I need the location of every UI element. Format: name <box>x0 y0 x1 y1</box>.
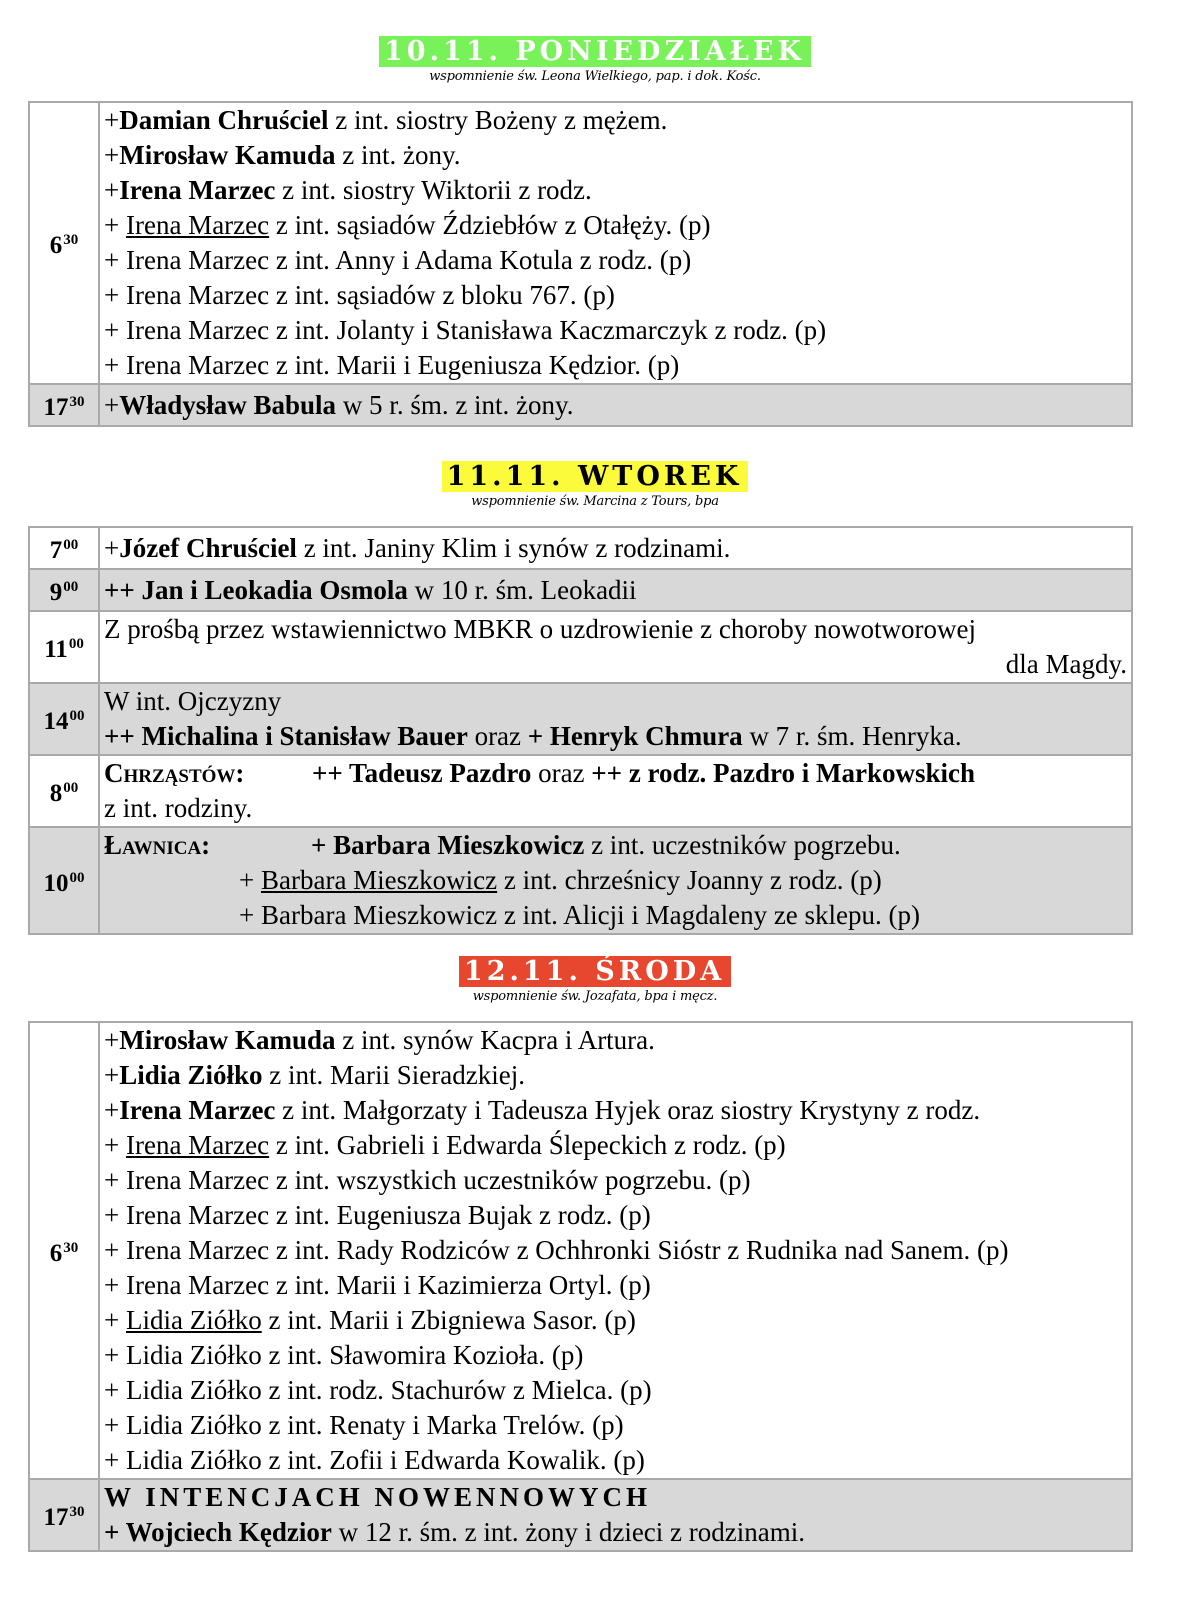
intention-text: w 5 r. śm. z int. żony. <box>336 389 574 420</box>
deceased-marker: + <box>104 1340 126 1370</box>
deceased-marker: + <box>104 210 126 240</box>
intention-text: z int. siostry Wiktorii z rodz. <box>275 175 592 205</box>
day-subtitle: wspomnienie św. Leona Wielkiego, pap. i dok. Kośc. <box>429 69 761 84</box>
intention-line <box>104 1373 1127 1408</box>
mass-time-hour: 14 <box>43 708 69 735</box>
intention-text: oraz <box>531 758 592 788</box>
intention-line <box>104 531 1127 566</box>
mass-row <box>29 527 1132 569</box>
intention-line <box>104 1515 1127 1550</box>
intention-line <box>104 1268 1127 1303</box>
deceased-marker: + <box>311 830 334 860</box>
deceased-marker: + <box>104 350 126 380</box>
deceased-marker: + <box>104 1517 126 1547</box>
place-label: Ławnica: <box>104 830 211 860</box>
intention-line <box>104 103 1127 138</box>
day-header <box>0 36 1190 85</box>
intention-text: z int. Janiny Klim i synów z rodzinami. <box>296 532 731 563</box>
intention-text: W int. Ojczyzny <box>104 686 282 716</box>
intention-text: Lidia Ziółko z int. Sławomira Kozioła. (p) <box>125 1340 584 1370</box>
schedule-table <box>28 526 1133 935</box>
intention-line <box>104 684 1127 719</box>
intention-line <box>104 1338 1127 1373</box>
intention-text: z int. synów Kacpra i Artura. <box>335 1025 655 1055</box>
mass-time-hour: 9 <box>49 579 63 606</box>
intention-line <box>104 828 1127 863</box>
mass-row <box>29 755 1132 827</box>
intention-text: z int. siostry Bożeny z mężem. <box>328 105 668 135</box>
day-title: 12.11. ŚRODA <box>459 956 731 987</box>
mass-time <box>29 527 99 569</box>
intention-text: w 10 r. śm. Leokadii <box>407 574 637 605</box>
intention-text: z int. uczestników pogrzebu. <box>584 830 901 860</box>
intention-name: Mirosław Kamuda <box>119 140 336 170</box>
intention-line <box>104 1093 1127 1128</box>
mass-time <box>29 611 99 683</box>
mass-row <box>29 1479 1132 1551</box>
mass-time-hour: 7 <box>49 537 63 564</box>
intention-name: Irena Marzec <box>125 1130 270 1160</box>
deceased-marker: + <box>239 900 261 930</box>
intention-name: Jan i Leokadia Osmola <box>141 574 408 605</box>
intention-text: Lidia Ziółko z int. Renaty i Marka Trelów. (p) <box>125 1410 624 1440</box>
intention-line <box>104 863 1127 898</box>
mass-time-hour: 17 <box>43 1504 69 1531</box>
intention-line <box>104 1163 1127 1198</box>
schedule-table <box>28 101 1133 427</box>
deceased-marker: + <box>104 245 126 275</box>
deceased-marker: + <box>239 865 261 895</box>
mass-time <box>29 1479 99 1551</box>
deceased-marker: + <box>527 721 550 751</box>
intention-name: Lidia Ziółko <box>119 1060 263 1090</box>
mass-time <box>29 755 99 827</box>
deceased-marker: ++ <box>591 758 629 788</box>
intention-name: Irena Marzec <box>119 175 276 205</box>
mass-intentions <box>99 611 1132 683</box>
intention-line <box>104 573 1127 608</box>
deceased-marker: + <box>104 280 126 310</box>
intention-line <box>104 1023 1127 1058</box>
intention-line <box>104 647 1127 682</box>
intention-line <box>104 1443 1127 1478</box>
intention-text: Irena Marzec z int. wszystkich uczestników pogrzebu. (p) <box>125 1165 751 1195</box>
intention-name: Władysław Babula <box>119 389 337 420</box>
intention-text: Z prośbą przez wstawiennictwo MBKR o uzdrowienie z choroby nowotworowej <box>104 614 977 644</box>
deceased-marker: + <box>104 1375 126 1405</box>
mass-time-hour: 17 <box>43 394 69 421</box>
mass-row <box>29 1022 1132 1479</box>
deceased-marker: + <box>104 1200 126 1230</box>
intention-line <box>104 1233 1127 1268</box>
mass-time-hour: 6 <box>49 1239 63 1267</box>
mass-time <box>29 102 99 384</box>
intention-text: z int. żony. <box>335 140 461 170</box>
day-title: 10.11. PONIEDZIAŁEK <box>379 36 811 67</box>
mass-time-hour: 8 <box>49 780 63 807</box>
intention-text: z int. Marii Sieradzkiej. <box>262 1060 525 1090</box>
deceased-marker: + <box>104 1130 126 1160</box>
intention-line <box>104 173 1127 208</box>
day-title: 11.11. WTOREK <box>442 461 749 492</box>
intention-line <box>104 278 1127 313</box>
schedule-table <box>28 1021 1133 1552</box>
intention-text: z int. sąsiadów Ździebłów z Otałęży. (p) <box>269 210 711 240</box>
deceased-marker: + <box>104 1025 120 1055</box>
mass-row <box>29 611 1132 683</box>
deceased-marker: + <box>104 140 120 170</box>
mass-row <box>29 683 1132 755</box>
intention-text: Irena Marzec z int. Eugeniusza Bujak z rodz. (p) <box>125 1200 651 1230</box>
intention-name: Barbara Mieszkowicz <box>333 830 585 860</box>
deceased-marker: + <box>104 532 120 563</box>
day-header <box>0 956 1190 1005</box>
intention-text: Lidia Ziółko z int. rodz. Stachurów z Mielca. (p) <box>125 1375 652 1405</box>
intention-name: z rodz. Pazdro i Markowskich <box>628 758 976 788</box>
intention-line <box>104 719 1127 754</box>
intention-text: z int. rodziny. <box>104 793 253 823</box>
deceased-marker: + <box>104 105 120 135</box>
intention-line <box>104 1128 1127 1163</box>
mass-row <box>29 102 1132 384</box>
mass-intentions <box>99 384 1132 426</box>
mass-time-hour: 10 <box>43 869 69 897</box>
intention-name: Irena Marzec <box>125 210 270 240</box>
mass-time-minutes: 30 <box>69 394 85 410</box>
intention-line <box>104 348 1127 383</box>
intention-line <box>104 791 1127 826</box>
intention-line <box>104 138 1127 173</box>
deceased-marker: + <box>104 1270 126 1300</box>
mass-time-minutes: 00 <box>63 537 79 553</box>
intention-text: Irena Marzec z int. Rady Rodziców z Ochhronki Sióstr z Rudnika nad Sanem. (p) <box>125 1235 1009 1265</box>
intention-name: Wojciech Kędzior <box>125 1517 332 1547</box>
intention-name: Lidia Ziółko <box>125 1305 262 1335</box>
intention-name: Damian Chruściel <box>119 105 329 135</box>
mass-time-minutes: 00 <box>69 708 85 724</box>
mass-intentions <box>99 1479 1132 1551</box>
deceased-marker: + <box>104 1060 120 1090</box>
intention-line <box>104 208 1127 243</box>
intention-text: Irena Marzec z int. Marii i Eugeniusza Kędzior. (p) <box>125 350 680 380</box>
intention-text: z int. Marii i Zbigniewa Sasor. (p) <box>261 1305 636 1335</box>
intention-line <box>104 388 1127 423</box>
deceased-marker: + <box>104 1165 126 1195</box>
mass-time <box>29 683 99 755</box>
intention-line <box>104 1058 1127 1093</box>
intention-line <box>104 756 1127 791</box>
intention-name: W INTENCJACH NOWENNOWYCH <box>104 1482 652 1512</box>
intention-text: dla Magdy. <box>1005 649 1127 679</box>
intention-name: Irena Marzec <box>119 1095 276 1125</box>
intention-text: Irena Marzec z int. Jolanty i Stanisława Kaczmarczyk z rodz. (p) <box>125 315 827 345</box>
intention-name: Tadeusz Pazdro <box>349 758 532 788</box>
intention-line <box>104 898 1127 933</box>
intention-name: Henryk Chmura <box>549 721 743 751</box>
intention-text: z int. Gabrieli i Edwarda Ślepeckich z rodz. (p) <box>269 1130 786 1160</box>
mass-time-minutes: 30 <box>69 1504 85 1520</box>
place-label: Chrząstów: <box>104 758 245 788</box>
mass-intentions <box>99 569 1132 611</box>
day-subtitle: wspomnienie św. Jozafata, bpa i męcz. <box>472 989 718 1004</box>
intention-line <box>104 243 1127 278</box>
intention-line <box>104 612 1127 647</box>
intention-name: Michalina i Stanisław Bauer <box>141 721 468 751</box>
intention-text: Barbara Mieszkowicz z int. Alicji i Magdaleny ze sklepu. (p) <box>260 900 921 930</box>
mass-time <box>29 569 99 611</box>
intention-text: w 7 r. śm. Henryka. <box>742 721 962 751</box>
intention-text: z int. chrześnicy Joanny z rodz. (p) <box>497 865 882 895</box>
intention-name: Józef Chruściel <box>119 532 297 563</box>
mass-intentions <box>99 683 1132 755</box>
mass-time <box>29 384 99 426</box>
mass-time-hour: 6 <box>49 232 63 259</box>
deceased-marker: + <box>104 389 120 420</box>
deceased-marker: + <box>104 1235 126 1265</box>
deceased-marker: + <box>104 175 120 205</box>
mass-row <box>29 569 1132 611</box>
deceased-marker: + <box>104 1095 120 1125</box>
intention-line <box>104 313 1127 348</box>
deceased-marker: ++ <box>312 758 350 788</box>
mass-intentions <box>99 1022 1132 1479</box>
mass-time <box>29 1022 99 1479</box>
mass-time-hour: 11 <box>44 636 68 663</box>
day-header <box>0 461 1190 510</box>
deceased-marker: + <box>104 315 126 345</box>
deceased-marker: + <box>104 1305 126 1335</box>
mass-intentions <box>99 102 1132 384</box>
intention-name: Barbara Mieszkowicz <box>260 865 498 895</box>
intention-text: Irena Marzec z int. sąsiadów z bloku 767. (p) <box>125 280 615 310</box>
intention-line <box>104 1198 1127 1233</box>
mass-intentions <box>99 755 1132 827</box>
intention-text: Irena Marzec z int. Anny i Adama Kotula z rodz. (p) <box>125 245 692 275</box>
mass-time-minutes: 30 <box>63 232 79 248</box>
mass-time <box>29 827 99 934</box>
intention-text: w 12 r. śm. z int. żony i dzieci z rodzinami. <box>331 1517 805 1547</box>
intention-line <box>104 1480 1127 1515</box>
intention-line <box>104 1303 1127 1338</box>
mass-row <box>29 827 1132 934</box>
deceased-marker: + <box>104 1445 126 1475</box>
intention-text: z int. Małgorzaty i Tadeusza Hyjek oraz siostry Krystyny z rodz. <box>275 1095 981 1125</box>
mass-time-minutes: 00 <box>69 869 85 886</box>
intention-name: Mirosław Kamuda <box>119 1025 336 1055</box>
intention-text: oraz <box>467 721 528 751</box>
deceased-marker: ++ <box>104 574 142 605</box>
intention-text: Irena Marzec z int. Marii i Kazimierza Ortyl. (p) <box>125 1270 651 1300</box>
mass-time-minutes: 00 <box>63 579 79 595</box>
mass-intentions <box>99 827 1132 934</box>
intention-line <box>104 1408 1127 1443</box>
mass-intentions <box>99 527 1132 569</box>
deceased-marker: + <box>104 1410 126 1440</box>
mass-time-minutes: 00 <box>63 780 79 796</box>
mass-row <box>29 384 1132 426</box>
mass-time-minutes: 30 <box>63 1239 79 1256</box>
day-subtitle: wspomnienie św. Marcina z Tours, bpa <box>471 494 719 509</box>
intention-text: Lidia Ziółko z int. Zofii i Edwarda Kowalik. (p) <box>125 1445 645 1475</box>
mass-time-minutes: 00 <box>68 636 84 652</box>
deceased-marker: ++ <box>104 721 142 751</box>
